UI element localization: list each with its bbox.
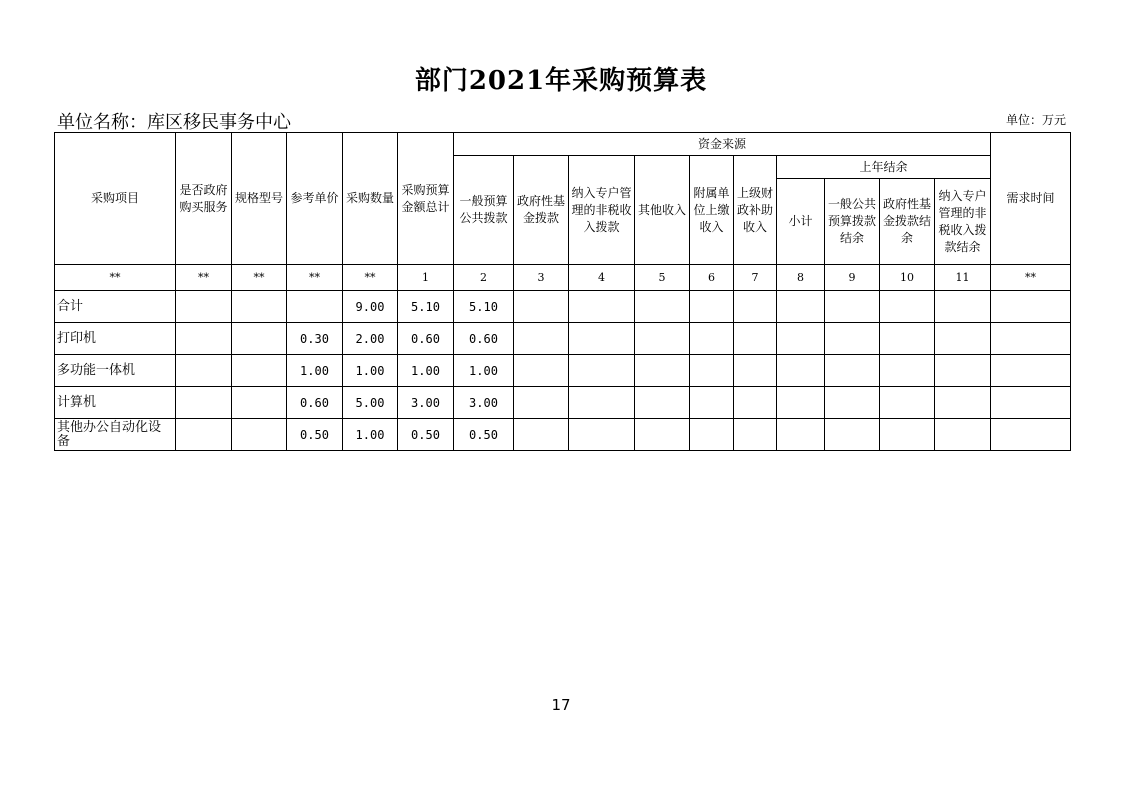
header-special-balance: 纳入专户管理的非税收入拨款结余 xyxy=(935,179,991,265)
header-general-budget: 一般预算公共拨款 xyxy=(454,156,514,265)
row-general-budget: 1.00 xyxy=(454,355,514,387)
header-gov-fund: 政府性基金拨款 xyxy=(514,156,569,265)
header-spec: 规格型号 xyxy=(232,133,287,265)
row-name: 其他办公自动化设备 xyxy=(55,419,176,451)
row-quantity: 9.00 xyxy=(343,291,398,323)
index-row xyxy=(55,265,1071,291)
index-cell: 9 xyxy=(825,265,880,291)
index-cell: 11 xyxy=(935,265,991,291)
index-cell: ** xyxy=(232,265,287,291)
table-row xyxy=(55,291,1071,323)
row-general-budget: 0.50 xyxy=(454,419,514,451)
row-name: 合计 xyxy=(55,291,176,323)
index-cell: 5 xyxy=(635,265,690,291)
row-general-budget: 0.60 xyxy=(454,323,514,355)
header-total: 采购预算金额总计 xyxy=(398,133,454,265)
row-general-budget: 3.00 xyxy=(454,387,514,419)
unit-label: 单位：万元 xyxy=(1005,113,1066,127)
index-cell: ** xyxy=(343,265,398,291)
index-cell: ** xyxy=(176,265,232,291)
index-cell: 7 xyxy=(734,265,777,291)
row-ref-price: 0.50 xyxy=(287,419,343,451)
header-other-income: 其他收入 xyxy=(635,156,690,265)
header-special-nontax: 纳入专户管理的非税收入拨款 xyxy=(569,156,635,265)
row-quantity: 1.00 xyxy=(343,419,398,451)
header-demand-time: 需求时间 xyxy=(991,133,1071,265)
page-number: 17 xyxy=(551,696,571,714)
header-gov-fund-balance: 政府性基金拨款结余 xyxy=(880,179,935,265)
row-total: 3.00 xyxy=(398,387,454,419)
page-title: 部门2021年采购预算表 xyxy=(414,66,708,96)
row-name: 打印机 xyxy=(55,323,176,355)
index-cell: ** xyxy=(991,265,1071,291)
header-subtotal: 小计 xyxy=(777,179,825,265)
index-cell: 1 xyxy=(398,265,454,291)
table-row xyxy=(55,419,1071,451)
header-general-balance: 一般公共预算拨款结余 xyxy=(825,179,880,265)
index-cell: ** xyxy=(55,265,176,291)
header-ref-price: 参考单价 xyxy=(287,133,343,265)
row-ref-price: 0.30 xyxy=(287,323,343,355)
unit-name: 单位名称：库区移民事务中心 xyxy=(57,112,291,133)
row-quantity: 1.00 xyxy=(343,355,398,387)
index-cell: 6 xyxy=(690,265,734,291)
header-superior: 上级财政补助收入 xyxy=(734,156,777,265)
table-row xyxy=(55,387,1071,419)
procurement-budget-table xyxy=(54,132,1071,451)
index-cell: ** xyxy=(287,265,343,291)
row-quantity: 5.00 xyxy=(343,387,398,419)
table-row xyxy=(55,355,1071,387)
header-prev-balance: 上年结余 xyxy=(777,156,991,179)
index-cell: 3 xyxy=(514,265,569,291)
row-total: 1.00 xyxy=(398,355,454,387)
row-total: 5.10 xyxy=(398,291,454,323)
row-total: 0.60 xyxy=(398,323,454,355)
row-name: 计算机 xyxy=(55,387,176,419)
row-name: 多功能一体机 xyxy=(55,355,176,387)
index-cell: 2 xyxy=(454,265,514,291)
table-row xyxy=(55,323,1071,355)
header-item: 采购项目 xyxy=(55,133,176,265)
row-general-budget: 5.10 xyxy=(454,291,514,323)
row-ref-price xyxy=(287,291,343,323)
index-cell: 10 xyxy=(880,265,935,291)
header-fund-source: 资金来源 xyxy=(454,133,991,156)
header-quantity: 采购数量 xyxy=(343,133,398,265)
row-total: 0.50 xyxy=(398,419,454,451)
header-is-gov-service: 是否政府购买服务 xyxy=(176,133,232,265)
index-cell: 8 xyxy=(777,265,825,291)
header-affiliated: 附属单位上缴收入 xyxy=(690,156,734,265)
row-ref-price: 1.00 xyxy=(287,355,343,387)
index-cell: 4 xyxy=(569,265,635,291)
row-quantity: 2.00 xyxy=(343,323,398,355)
row-ref-price: 0.60 xyxy=(287,387,343,419)
